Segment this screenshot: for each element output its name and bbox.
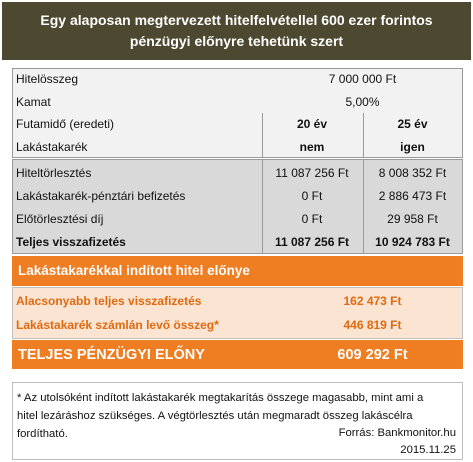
row-savings (12, 135, 463, 158)
total-advantage-bar (12, 340, 463, 369)
infographic (2, 2, 471, 460)
col1-value: 11 087 256 Ft (275, 165, 349, 180)
total-value: 609 292 Ft (337, 346, 408, 363)
col1-value: 0 Ft (301, 211, 323, 226)
row-label: Lakástakarék (16, 139, 88, 154)
source-label: Forrás: Bankmonitor.hu (338, 427, 456, 439)
footnote-line: fordítható. (17, 428, 68, 440)
date-label: 2015.11.25 (400, 444, 456, 456)
advantage-label: Lakástakarék számlán levő összeg* (16, 318, 219, 332)
title-line-1: Egy alaposan megtervezett hitelfelvétellel 600 ezer forintos (40, 12, 433, 28)
row-value: 5,00% (345, 94, 380, 109)
page-title (2, 2, 471, 60)
col2-value: 8 008 352 Ft (378, 165, 447, 180)
table-row-total (12, 230, 463, 253)
footnote-line: hitel lezáráshoz szükséges. A végtörlesztés után megmaradt összeg lakáscélra (17, 410, 413, 422)
row-interest (12, 90, 463, 113)
row-label: Kamat (16, 94, 51, 109)
col2-value: igen (400, 139, 425, 154)
table-row (12, 207, 463, 230)
advantage-row (12, 313, 463, 337)
advantage-header: Lakástakarékkal indított hitel előnye (12, 256, 463, 286)
row-term (12, 113, 463, 135)
advantage-row (12, 289, 463, 313)
footnote-line: * Az utolsóként indított lakástakarék megtakarítás összege magasabb, mint ami a (17, 392, 424, 404)
row-label: Hiteltörlesztés (16, 165, 92, 180)
row-label: Teljes visszafizetés (16, 234, 126, 249)
total-label: TELJES PÉNZÜGYI ELŐNY (18, 346, 205, 363)
table-row (12, 184, 463, 207)
col1-value: 20 év (296, 117, 328, 131)
advantage-label: Alacsonyabb teljes visszafizetés (16, 294, 202, 308)
footnote-box (12, 382, 463, 460)
col2-value: 2 886 473 Ft (378, 188, 447, 203)
col1-value: 0 Ft (301, 188, 323, 203)
col1-value: nem (299, 139, 325, 154)
advantage-value: 162 473 Ft (343, 294, 402, 308)
row-loan-amount (12, 68, 463, 90)
advantage-value: 446 819 Ft (343, 318, 402, 332)
row-label: Futamidő (eredeti) (16, 117, 115, 131)
col1-value: 11 087 256 Ft (274, 234, 350, 249)
col2-value: 10 924 783 Ft (375, 234, 450, 249)
col2-value: 29 958 Ft (387, 211, 438, 226)
row-label: Előtörlesztési díj (16, 211, 104, 226)
title-line-2: pénzügyi előnyre tehetünk szert (129, 33, 344, 49)
table-row (12, 161, 463, 184)
row-value: 7 000 000 Ft (328, 72, 397, 86)
col2-value: 25 év (397, 117, 428, 131)
row-label: Hitelösszeg (16, 72, 79, 86)
row-label: Lakástakarék-pénztári befizetés (16, 188, 186, 203)
